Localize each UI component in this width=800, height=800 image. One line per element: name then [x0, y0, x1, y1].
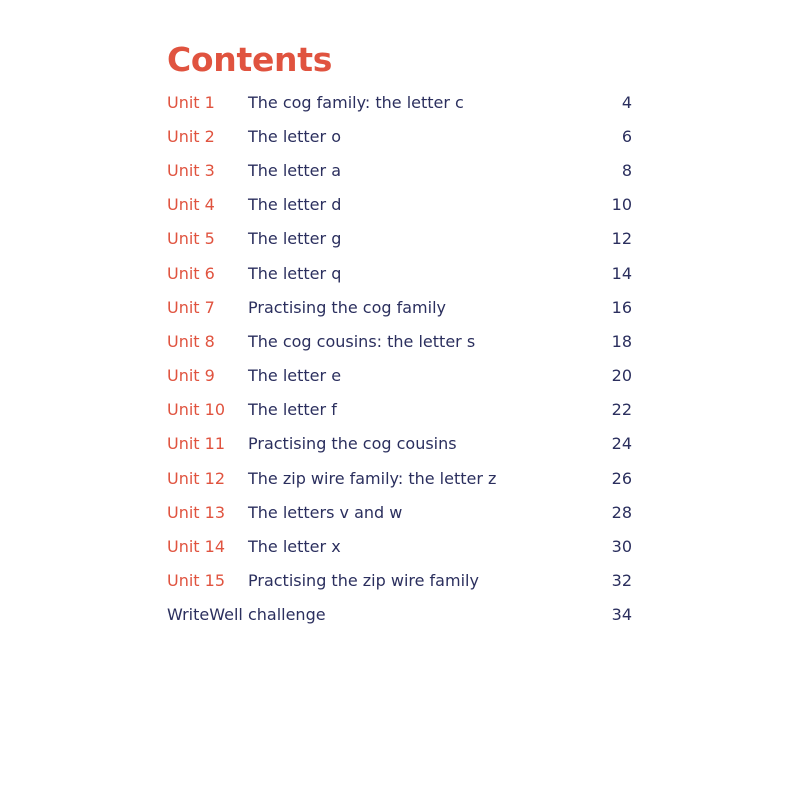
- toc-page-number: 6: [621, 126, 632, 146]
- page-title: Contents: [167, 40, 333, 79]
- toc-row-final[interactable]: [167, 598, 632, 632]
- toc-page-number: 24: [611, 434, 632, 454]
- toc-row[interactable]: [167, 222, 632, 256]
- toc-entry-title: The letter f: [248, 400, 337, 420]
- toc-page-number: 26: [611, 468, 632, 488]
- toc-page-number: 4: [621, 92, 632, 112]
- toc-row[interactable]: [167, 290, 632, 324]
- toc-page-number: 16: [611, 297, 632, 317]
- toc-unit-label: Unit 9: [167, 366, 215, 386]
- toc-row[interactable]: [167, 461, 632, 495]
- toc-row[interactable]: [167, 564, 632, 598]
- toc-unit-label: Unit 1: [167, 92, 215, 112]
- toc-unit-label: Unit 14: [167, 537, 226, 557]
- toc-entry-title: The cog cousins: the letter s: [248, 331, 476, 351]
- toc-entry-title: Practising the cog family: [248, 297, 446, 317]
- toc-page-number: 22: [611, 400, 632, 420]
- toc-row[interactable]: [167, 153, 632, 187]
- toc-unit-label: Unit 13: [167, 502, 226, 522]
- toc-page-number: 20: [611, 366, 632, 386]
- toc-page-number: 30: [611, 537, 632, 557]
- toc-unit-label: Unit 10: [167, 400, 226, 420]
- toc-row[interactable]: [167, 359, 632, 393]
- toc-row[interactable]: [167, 85, 632, 119]
- toc-unit-label: Unit 2: [167, 126, 215, 146]
- toc-row[interactable]: [167, 324, 632, 358]
- toc-page-number: 32: [611, 571, 632, 591]
- toc-unit-label: Unit 12: [167, 468, 226, 488]
- toc-entry-title: The letter d: [248, 195, 342, 215]
- toc-entry-title: The letter a: [248, 160, 341, 180]
- toc-entry-title: The letter e: [248, 366, 342, 386]
- toc-unit-label: Unit 7: [167, 297, 215, 317]
- toc-unit-label: Unit 11: [167, 434, 226, 454]
- toc-unit-label: Unit 15: [167, 571, 226, 591]
- toc-row[interactable]: [167, 119, 632, 153]
- toc-unit-label: Unit 6: [167, 263, 215, 283]
- toc-unit-label: Unit 5: [167, 229, 215, 249]
- table-of-contents: [167, 85, 632, 632]
- toc-page-number: 18: [611, 331, 632, 351]
- toc-entry-title: WriteWell challenge: [167, 605, 326, 625]
- toc-row[interactable]: [167, 529, 632, 563]
- toc-unit-label: Unit 8: [167, 331, 215, 351]
- toc-entry-title: Practising the cog cousins: [248, 434, 457, 454]
- toc-entry-title: The letter g: [248, 229, 342, 249]
- toc-entry-title: The letters v and w: [248, 502, 403, 522]
- toc-entry-title: The letter o: [248, 126, 341, 146]
- toc-row[interactable]: [167, 393, 632, 427]
- toc-page-number: 28: [611, 502, 632, 522]
- toc-row[interactable]: [167, 256, 632, 290]
- toc-page-number: 12: [611, 229, 632, 249]
- toc-entry-title: The letter q: [248, 263, 342, 283]
- toc-entry-title: Practising the zip wire family: [248, 571, 479, 591]
- toc-entry-title: The zip wire family: the letter z: [248, 468, 497, 488]
- contents-page: [167, 38, 632, 632]
- toc-row[interactable]: [167, 188, 632, 222]
- toc-page-number: 8: [621, 160, 632, 180]
- toc-row[interactable]: [167, 427, 632, 461]
- toc-unit-label: Unit 4: [167, 195, 215, 215]
- toc-page-number: 14: [611, 263, 632, 283]
- toc-page-number: 10: [611, 195, 632, 215]
- toc-unit-label: Unit 3: [167, 160, 215, 180]
- toc-entry-title: The letter x: [248, 537, 341, 557]
- toc-page-number: 34: [611, 605, 632, 625]
- toc-entry-title: The cog family: the letter c: [248, 92, 464, 112]
- toc-row[interactable]: [167, 495, 632, 529]
